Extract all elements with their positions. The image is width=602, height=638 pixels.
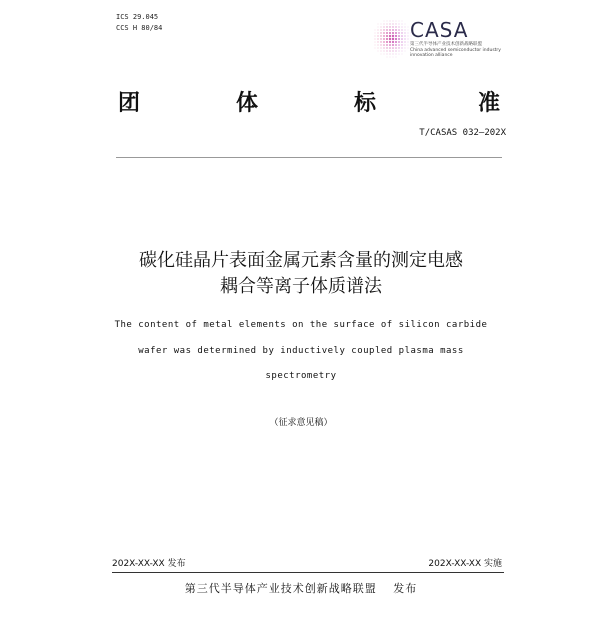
ics-code: ICS 29.045 (116, 13, 159, 21)
document-title-cn-line-1: 碳化硅晶片表面金属元素含量的测定电感 (139, 250, 463, 271)
logo-subtitle-cn: 第三代半导体产业技术创新战略联盟 (410, 42, 482, 47)
implement-date: 202X-XX-XX 实施 (428, 559, 502, 569)
logo-subtitle-en-1: China advanced semiconductor industry (410, 47, 501, 53)
header-divider (116, 157, 502, 158)
publisher: 第三代半导体产业技术创新战略联盟 发布 (184, 582, 418, 595)
document-title-en-line-3: spectrometry (265, 371, 337, 381)
standard-type-char-2: 体 (236, 90, 259, 116)
ccs-code: CCS H 80/84 (116, 24, 163, 32)
logo-name: CASA (410, 18, 469, 42)
draft-stage: （征求意见稿） (269, 418, 333, 428)
standard-type-char-3: 标 (354, 90, 377, 116)
logo-subtitle-en-2: innovation alliance (410, 53, 453, 58)
standard-number: T/CASAS 032—202X (419, 128, 506, 138)
standard-type-char-4: 准 (478, 90, 501, 116)
footer-divider (112, 572, 504, 573)
document-title-en-line-2: wafer was determined by inductively coupled plasma mass (138, 346, 464, 356)
issue-date: 202X-XX-XX 发布 (112, 559, 186, 569)
document-title-cn-line-2: 耦合等离子体质谱法 (220, 276, 382, 297)
classification-codes (116, 12, 162, 34)
logo-subtitle (410, 42, 501, 59)
standard-type-title (118, 86, 502, 116)
document-title-en-line-1: The content of metal elements on the surface of silicon carbide (114, 320, 488, 330)
standard-type-char-1: 团 (118, 90, 141, 116)
